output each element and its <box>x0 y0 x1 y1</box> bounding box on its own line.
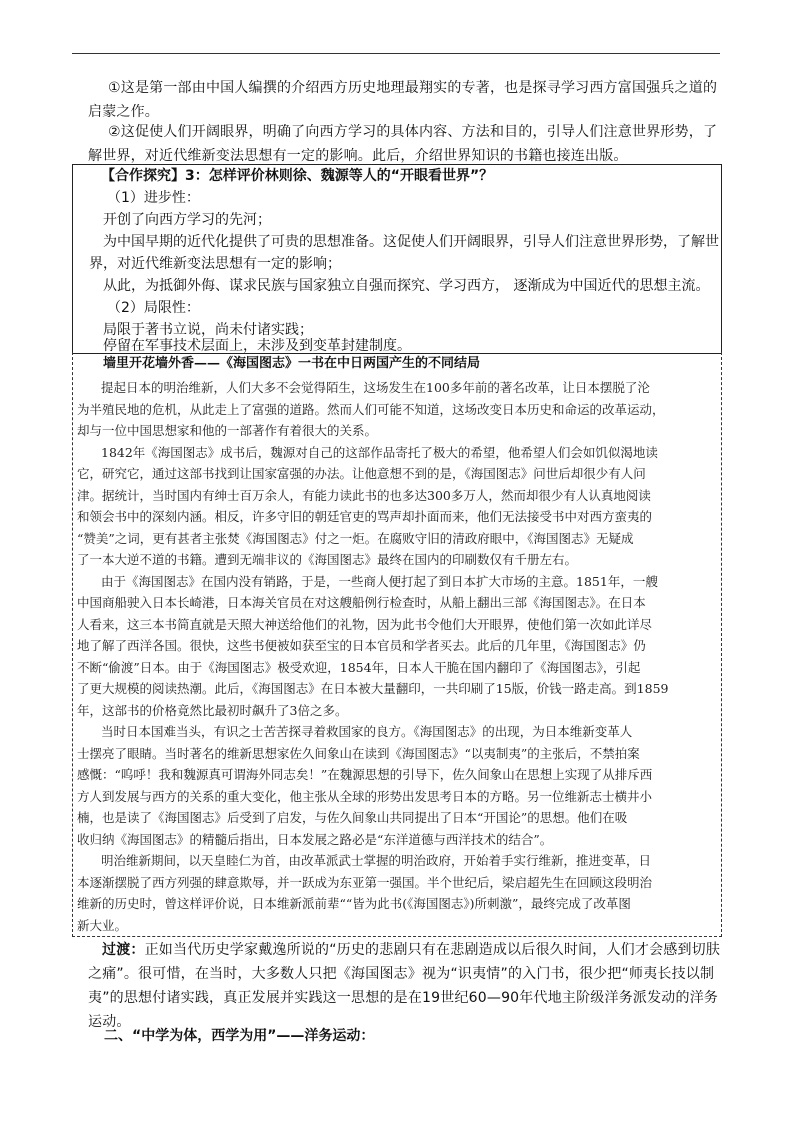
reading-line: 本逐渐摆脱了西方列强的肆意欺辱，并一跃成为东亚第一强国。半个世纪后，梁启超先生在回顾这段明治 <box>77 874 653 890</box>
transition-text: 正如当代历史学家戴逸所说的“历史的悲剧只有在悲剧造成以后很久时间，人们才会感到切肤之痛”。很可惜，在当时，大多数人只把《海国图志》视为“识夷情”的入门书，很少把“师夷长技以制夷”的思想付诸实践，真正发展并实践这一思想的是在19世纪60—90年代地主阶级洋务派发动的洋务运动。 <box>88 942 721 1030</box>
inquiry-box <box>72 164 722 354</box>
transition-label: 过渡： <box>102 942 145 958</box>
reading-line: 维新的历史时，曾这样评价说，日本维新派前辈““皆为此书(《海国图志》)所刺激”，最终完成了改革图 <box>77 896 631 911</box>
limit-item-2: 停留在军事技术层面上，未涉及到变革封建制度。 <box>103 338 411 354</box>
progress-label: （1）进步性： <box>107 190 200 206</box>
reading-line: 楠，也是读了《海国图志》后受到了启发，与佐久间象山共同提出了日本“开国论”的思想。他们在吸 <box>77 810 628 825</box>
reading-line: “赞美”之词，更有甚者主张焚《海国图志》付之一炬。在腐败守旧的清政府眼中，《海国图志》无疑成 <box>77 530 634 546</box>
intro-paragraph-2: ②这促使人们开阔眼界，明确了向西方学习的具体内容、方法和目的，引导人们注意世界形势，了解世界，对近代维新变法思想有一定的影响。此后，介绍世界知识的书籍也接连出版。 <box>88 124 718 164</box>
reading-line: 了更大规模的阅读热潮。此后，《海国图志》在日本被大量翻印，一共印刷了15版，价钱一路走高。到1859 <box>77 681 669 696</box>
reading-line: 它，研究它，通过这部书找到让国家富强的办法。让他意想不到的是，《海国图志》问世后却很少有人问 <box>77 466 646 481</box>
section-2-heading: 二、“中学为体，西学为用”——洋务运动： <box>104 1028 375 1044</box>
reading-line: 年，这部书的价格竟然比最初时飙升了3倍之多。 <box>77 702 348 718</box>
reading-line: 方人到发展与西方的关系的重大变化，他主张从全球的形势出发思考日本的方略。另一位维新志士横井小 <box>77 788 653 804</box>
reading-line: 新大业。 <box>77 917 128 933</box>
reading-line: 人看来，这三本书简直就是天照大神送给他们的礼物，因为此书令他们大开眼界，使他们第一次如此详尽 <box>77 616 653 632</box>
reading-line: 士摆亮了眼睛。当时著名的维新思想家佐久间象山在读到《海国图志》“以夷制夷”的主张后，不禁拍案 <box>77 745 640 761</box>
intro-paragraph-1: ①这是第一部由中国人编撰的介绍西方历史地理最翔实的专著，也是探寻学习西方富国强兵之道的启蒙之作。 <box>88 80 718 120</box>
inquiry-heading <box>101 165 493 187</box>
progress-item-2b: 界，对近代维新变法思想有一定的影响； <box>89 256 341 272</box>
progress-item-2a: 为中国早期的近代化提供了可贵的思想准备。这促使人们开阔眼界，引导人们注意世界形势，了解世 <box>103 234 719 250</box>
reading-box <box>72 352 722 937</box>
reading-line: 明治维新期间，以天皇睦仁为首，由改革派武士掌握的明治政府，开始着手实行维新，推进变革，日 <box>101 853 652 868</box>
transition-paragraph <box>88 938 721 1034</box>
reading-line: 当时日本国难当头，有识之士苦苦探寻着救国家的良方。《海国图志》的出现，为日本维新变革人 <box>101 724 633 739</box>
reading-line: 和领会书中的深刻内涵。相反，许多守旧的朝廷官吏的骂声却扑面而来，他们无法接受书中对西方蛮夷的 <box>77 509 653 524</box>
progress-item-1: 开创了向西方学习的先河； <box>103 212 271 228</box>
reading-line: 感慨：“呜呼！我和魏源真可谓海外同志矣！”在魏源思想的引导下，佐久间象山在思想上实现了从排斥西 <box>77 767 653 782</box>
reading-line: 了一本大逆不道的书籍。遭到无端非议的《海国图志》最终在国内的印刷数仅有千册左右。 <box>77 552 578 567</box>
reading-line: 由于《海国图志》在国内没有销路，于是，一些商人便打起了到日本扩大市场的主意。1851年，一艘 <box>101 573 658 589</box>
header-rule <box>72 53 720 54</box>
reading-line: 中国商船驶入日本长崎港，日本海关官员在对这艘船例行检查时，从船上翻出三部《海国图志》。在日本 <box>77 595 646 610</box>
inquiry-heading-label: 【合作探究】 <box>101 168 185 184</box>
reading-line: 提起日本的明治维新，人们大多不会觉得陌生，这场发生在100多年前的著名改革，让日本摆脱了沦 <box>101 380 650 395</box>
inquiry-heading-text: 3：怎样评价林则徐、魏源等人的“开眼看世界”？ <box>185 168 494 184</box>
reading-line: 为半殖民地的危机，从此走上了富强的道路。然而人们可能不知道，这场改变日本历史和命运的改革运动， <box>77 401 665 417</box>
reading-line: 津。据统计，当时国内有绅士百万余人，有能力读此书的也多达300多万人，然而却很少有人认真地阅读 <box>77 487 651 503</box>
reading-line: 不断“偷渡”日本。由于《海国图志》极受欢迎，1854年，日本人干脆在国内翻印了《海国图志》，引起 <box>77 659 641 675</box>
reading-line: 却与一位中国思想家和他的一部著作有着很大的关系。 <box>77 423 378 438</box>
reading-line: 收归纳《海国图志》的精髓后指出，日本发展之路必是“东洋道德与西洋技术的结合”。 <box>77 831 553 847</box>
reading-line: 地了解了西洋各国。很快，这些书便被如获至宝的日本官员和学者买去。此后的几年里，《海国图志》仍 <box>77 638 646 653</box>
progress-item-3: 从此，为抵御外侮、谋求民族与国家独立自强而探究、学习西方， 逐渐成为中国近代的思想主流。 <box>103 278 710 294</box>
reading-title: 墙里开花墙外香——《海国图志》一书在中日两国产生的不同结局 <box>103 356 481 371</box>
limit-item-1: 局限于著书立说，尚未付诸实践； <box>103 322 313 338</box>
reading-line: 1842年《海国图志》成书后，魏源对自己的这部作品寄托了极大的希望，他希望人们会如饥似渴地读 <box>101 444 658 460</box>
limit-label: （2）局限性： <box>107 300 200 316</box>
